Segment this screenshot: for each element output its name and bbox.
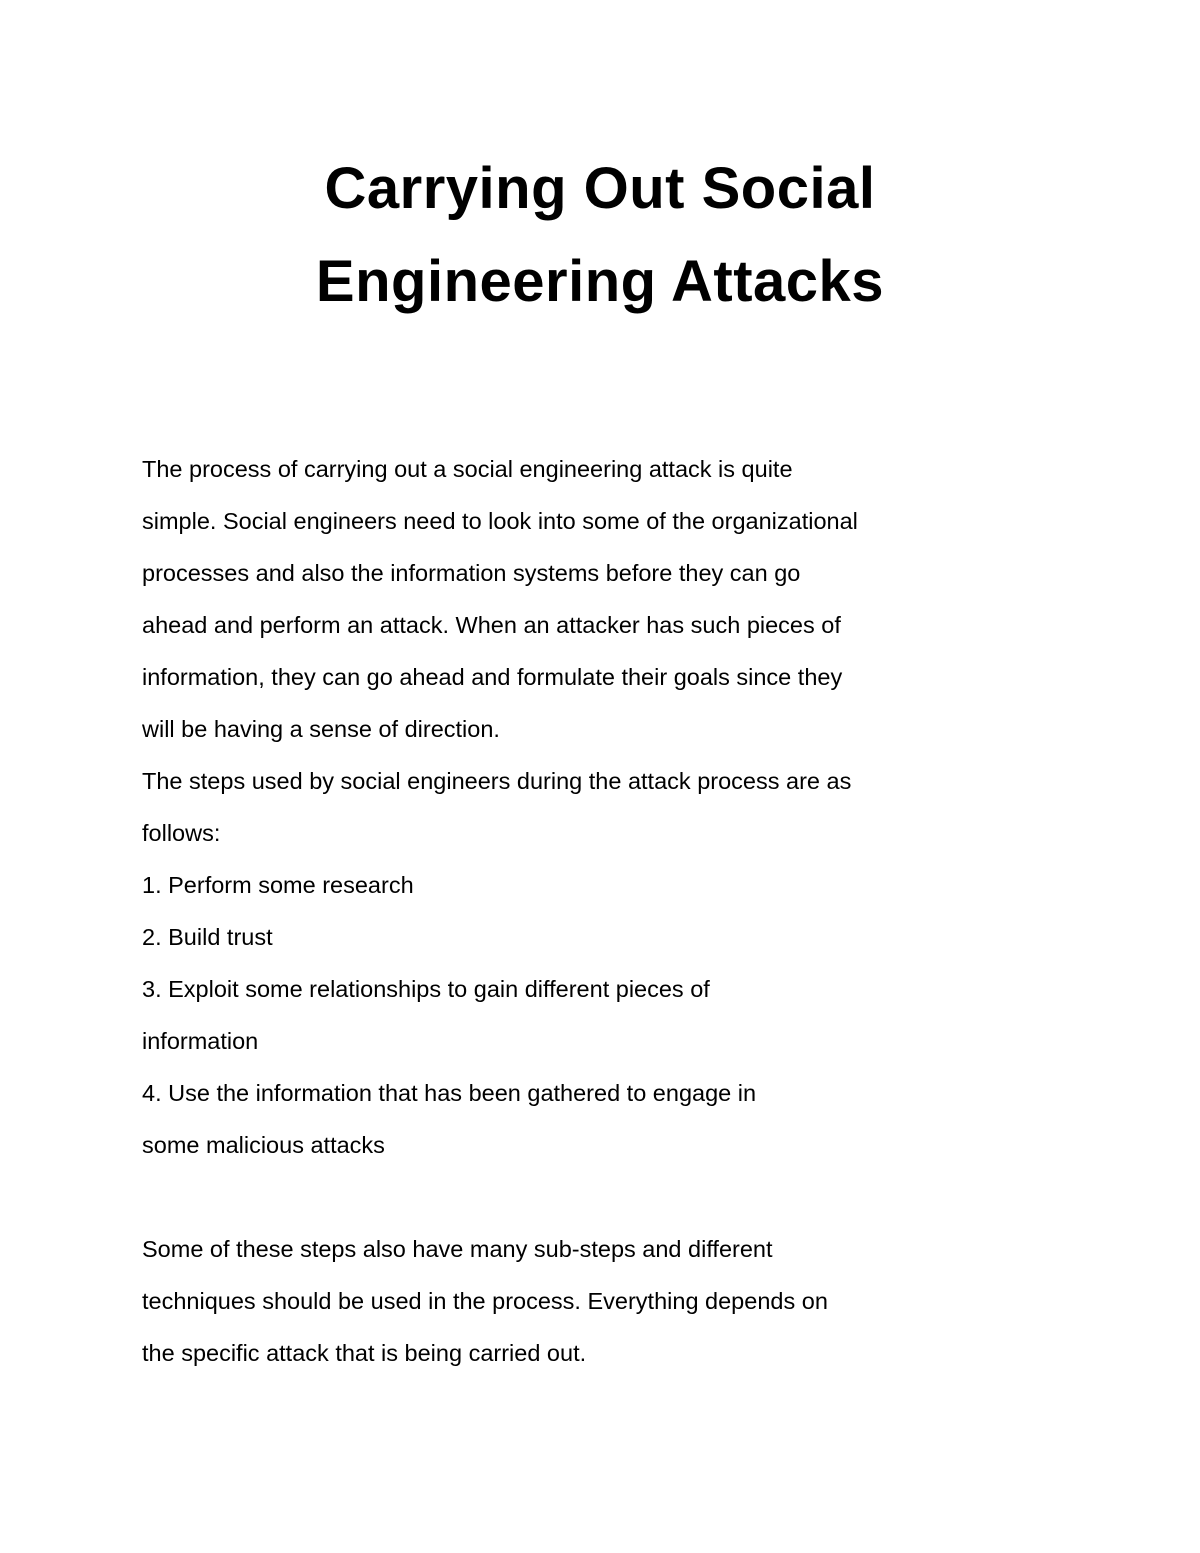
paragraph-line: processes and also the information systems before they can go [142, 560, 801, 586]
paragraph-line: simple. Social engineers need to look into some of the organizational [142, 508, 858, 534]
paragraph-line: ahead and perform an attack. When an attacker has such pieces of [142, 612, 841, 638]
paragraph-line: follows: [142, 820, 221, 846]
title-line-2: Engineering Attacks [315, 249, 885, 314]
paragraph-line: the specific attack that is being carried out. [142, 1340, 587, 1366]
paragraph-line: techniques should be used in the process. Everything depends on [142, 1288, 828, 1314]
paragraph-line: Some of these steps also have many sub-steps and different [142, 1236, 773, 1262]
list-item: 4. Use the information that has been gathered to engage in [142, 1080, 757, 1106]
title-line-1: Carrying Out Social [324, 156, 876, 221]
list-item: 1. Perform some research [142, 872, 414, 898]
paragraph-line: The steps used by social engineers during the attack process are as [142, 768, 852, 794]
list-item-continuation: some malicious attacks [142, 1132, 385, 1158]
paragraph-line: information, they can go ahead and formulate their goals since they [142, 664, 843, 690]
list-item: 2. Build trust [142, 924, 273, 950]
paragraph-line: will be having a sense of direction. [142, 716, 500, 742]
list-item-continuation: information [142, 1028, 259, 1054]
paragraph-line: The process of carrying out a social engineering attack is quite [142, 456, 793, 482]
list-item: 3. Exploit some relationships to gain different pieces of [142, 976, 710, 1002]
